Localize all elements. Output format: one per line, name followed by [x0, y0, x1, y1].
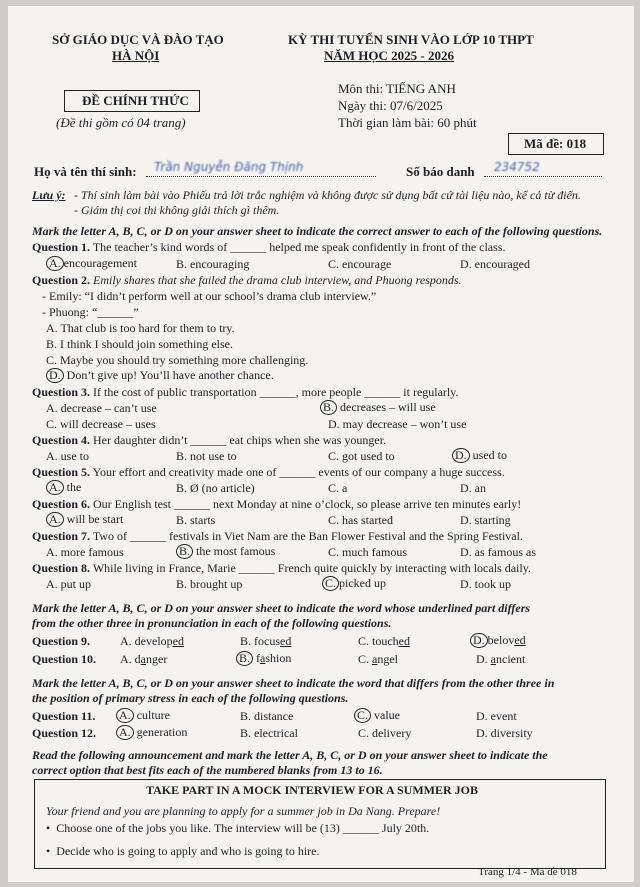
q3-option-a: A. decrease – can’t use [46, 401, 157, 415]
q7-option-c: C. much famous [328, 545, 407, 559]
q11-option-c: C. value [354, 708, 400, 723]
exam-subject: Môn thi: TIẾNG ANH [338, 81, 456, 96]
announcement-title: TAKE PART IN A MOCK INTERVIEW FOR A SUMMER JOB [146, 783, 478, 797]
section4-instruction-line-2: correct option that best fits each of the numbered blanks from 13 to 16. [32, 763, 383, 777]
section1-instruction: Mark the letter A, B, C, or D on your answer sheet to indicate the correct answer to each of the following questions. [32, 224, 603, 238]
q10-option-b: B. fashion [236, 651, 291, 666]
q1-option-d: D. encouraged [460, 257, 530, 271]
q2-stem: Question 2. Emily shares that she failed the drama club interview, and Phuong responds. [32, 273, 462, 287]
q6-option-a: A. will be start [46, 512, 123, 527]
candidate-name-label: Họ và tên thí sinh: [34, 164, 137, 179]
exam-title: KỲ THI TUYỂN SINH VÀO LỚP 10 THPT [288, 32, 534, 47]
q6-option-b: B. starts [176, 513, 216, 527]
q9-option-c: C. touched [358, 634, 410, 648]
section2-instruction-line-2: from the other three in pronunciation in each of the following questions. [32, 616, 392, 630]
exam-year: NĂM HỌC 2025 - 2026 [324, 48, 454, 63]
q1-option-b: B. encouraging [176, 257, 250, 271]
q1-option-c: C. encourage [328, 257, 392, 271]
q8-option-d: D. took up [460, 577, 511, 591]
q4-option-a: A. use to [46, 449, 89, 463]
announcement-intro: Your friend and you are planning to apply for a summer job in Da Nang. Prepare! [46, 804, 441, 818]
notes-line-2: - Giám thị coi thi không giải thích gì thêm. [74, 203, 280, 217]
department-name: SỞ GIÁO DỤC VÀ ĐÀO TẠO [52, 32, 224, 47]
candidate-name-line [146, 176, 376, 177]
q12-option-a: A. generation [116, 725, 187, 740]
section3-instruction-line-2: the position of primary stress in each of the following questions. [32, 691, 349, 705]
q8-option-a: A. put up [46, 577, 91, 591]
q4-option-c: C. got used to [328, 449, 395, 463]
q6-option-d: D. starting [460, 513, 511, 527]
q3-option-d: D. may decrease – won’t use [328, 417, 467, 431]
q10-number: Question 10. [32, 652, 97, 666]
q1-stem: Question 1. The teacher’s kind words of ______ helped me speak confidently in front of the class. [32, 240, 506, 254]
official-label: ĐỀ CHÍNH THỨC [82, 93, 189, 108]
q5-option-c: C. a [328, 481, 348, 495]
page-footer: Trang 1/4 - Mã đề 018 [478, 866, 577, 878]
q7-option-a: A. more famous [46, 545, 124, 559]
q6-option-c: C. has started [328, 513, 393, 527]
q3-option-b: B. decreases – will use [320, 400, 436, 415]
q1-option-a: A. encouragement [46, 256, 137, 271]
q7-option-b: B. the most famous [176, 544, 275, 559]
candidate-id-line [484, 176, 602, 177]
section2-instruction-line-1: Mark the letter A, B, C, or D on your answer sheet to indicate the word whose underlined part differs [32, 601, 531, 615]
q12-option-c: C. delivery [358, 726, 412, 740]
candidate-name-handwriting: Trần Nguyễn Đăng Thịnh [154, 160, 304, 174]
candidate-id-label: Số báo danh [406, 164, 475, 179]
announcement-bullet-1: • Choose one of the jobs you like. The interview will be (13) ______ July 20th. [46, 821, 430, 835]
q7-stem: Question 7. Two of ______ festivals in Viet Nam are the Ban Flower Festival and the Spring Festival. [32, 529, 523, 543]
q10-option-c: C. angel [358, 652, 399, 666]
q9-option-b: B. focused [240, 634, 292, 648]
q12-option-d: D. diversity [476, 726, 533, 740]
q9-number: Question 9. [32, 634, 91, 648]
q10-option-d: D. ancient [476, 652, 526, 666]
q2-option-c: C. Maybe you should try something more challenging. [46, 353, 309, 367]
q6-stem: Question 6. Our English test ______ next Monday at nine o’clock, so please arrive ten minutes early! [32, 497, 522, 511]
q2-option-a: A. That club is too hard for them to try. [46, 321, 235, 335]
q7-option-d: D. as famous as [460, 545, 536, 559]
notes-label: Lưu ý: [32, 188, 66, 202]
announcement-bullet-2: • Decide who is going to apply and who is going to hire. [46, 844, 320, 858]
section4-instruction-line-1: Read the following announcement and mark the letter A, B, C, or D on your answer sheet to indicate the [32, 748, 548, 762]
exam-date: Ngày thi: 07/6/2025 [338, 98, 443, 113]
q8-stem: Question 8. While living in France, Marie ______ French quite quickly by interacting with locals daily. [32, 561, 531, 575]
candidate-id-handwriting: 234752 [494, 160, 540, 174]
q10-option-a: A. danger [120, 652, 168, 666]
q5-stem: Question 5. Your effort and creativity made one of ______ events of our company a huge success. [32, 465, 505, 479]
q8-option-c: C. picked up [322, 576, 386, 591]
q9-option-a: A. developed [120, 634, 184, 648]
q5-option-d: D. an [460, 481, 486, 495]
q5-option-b: B. Ø (no article) [176, 481, 255, 495]
exam-duration: Thời gian làm bài: 60 phút [338, 115, 477, 130]
q11-number: Question 11. [32, 709, 96, 723]
q12-option-b: B. electrical [240, 726, 298, 740]
q5-option-a: A. the [46, 480, 81, 495]
q4-option-d: D. used to [452, 448, 507, 463]
q8-option-b: B. brought up [176, 577, 243, 591]
department-city: HÀ NỘI [112, 48, 160, 63]
q4-option-b: B. not use to [176, 449, 237, 463]
q11-option-d: D. event [476, 709, 517, 723]
q2-option-b: B. I think I should join something else. [46, 337, 233, 351]
q2-dialogue-line-1: - Emily: “I didn’t perform well at our school’s drama club interview.” [42, 289, 377, 303]
q11-option-b: B. distance [240, 709, 294, 723]
exam-code: Mã đề: 018 [524, 136, 587, 151]
notes-line-1: - Thí sinh làm bài vào Phiếu trả lời trắc nghiệm và không được sử dụng bất cứ tài liệu nào, kể cả từ điển. [74, 188, 581, 202]
q3-stem: Question 3. If the cost of public transportation ______, more people ______ it regularly. [32, 385, 459, 399]
exam-page [8, 6, 634, 882]
page-count-note: (Đề thi gồm có 04 trang) [56, 115, 186, 130]
q11-option-a: A. culture [116, 708, 170, 723]
q9-option-d: D. beloved [470, 633, 526, 648]
q2-option-d: D. Don’t give up! You’ll have another chance. [46, 368, 274, 383]
q12-number: Question 12. [32, 726, 97, 740]
q4-stem: Question 4. Her daughter didn’t ______ eat chips when she was younger. [32, 433, 387, 447]
section3-instruction-line-1: Mark the letter A, B, C, or D on your answer sheet to indicate the word that differs from the other three in [32, 676, 555, 690]
q3-option-c: C. will decrease – uses [46, 417, 156, 431]
q2-dialogue-line-2: - Phuong: “______” [42, 305, 139, 319]
